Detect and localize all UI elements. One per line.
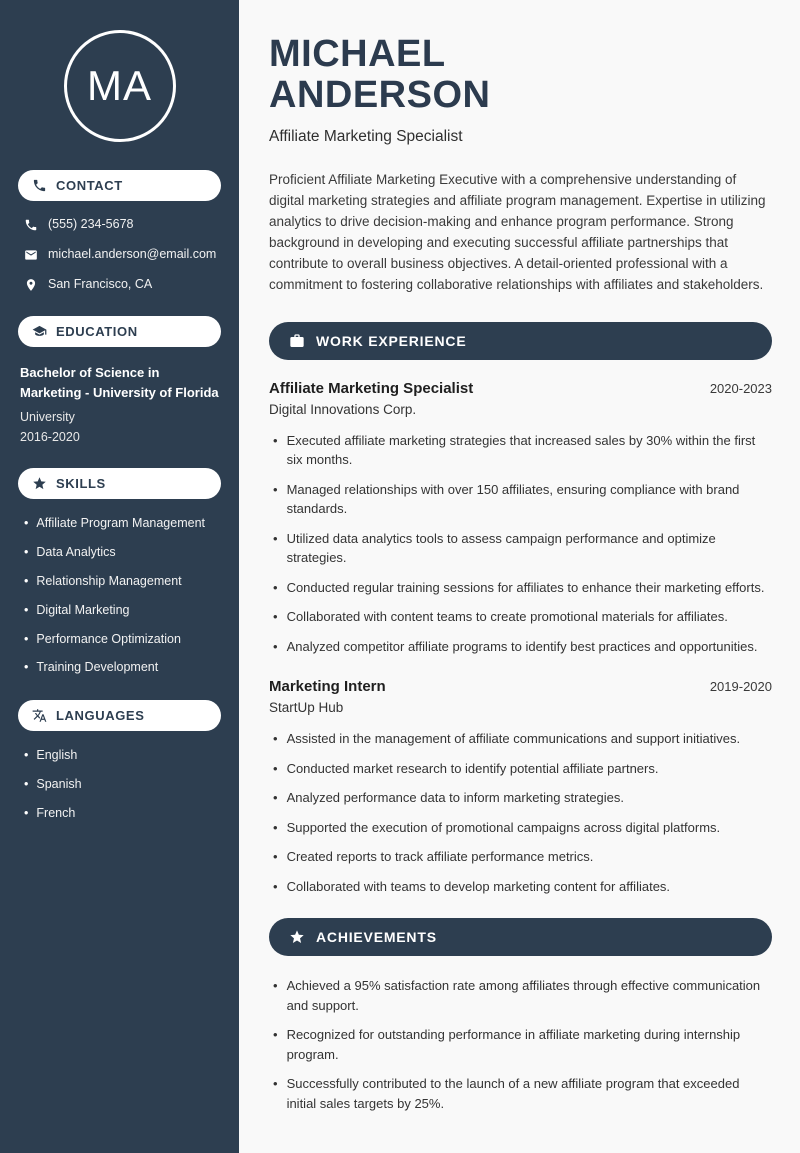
language-label: • French — [36, 806, 76, 820]
education-school: University — [20, 410, 75, 424]
summary-paragraph: Proficient Affiliate Marketing Executive with a comprehensive understanding of digital marketing strategies and affiliate program management. Expertise in utilizing analytics to drive decision-making and enhance program performance. Strong background in developing and executing successful affiliate partnerships that contribute to overall business objectives. A detail-oriented professional with a commitment to fostering collaborative relationships with affiliates and stakeholders. — [269, 172, 766, 292]
star-icon — [289, 929, 305, 945]
candidate-subtitle: Affiliate Marketing Specialist — [269, 128, 463, 146]
sidebar — [0, 0, 239, 1153]
job-entry — [269, 380, 772, 657]
skill-label: • Affiliate Program Management — [36, 516, 205, 530]
avatar — [64, 30, 176, 142]
skill-label: • Data Analytics — [36, 544, 116, 559]
job-bullet — [273, 729, 772, 749]
job-bullet-text: • Supported the execution of promotional campaigns across digital platforms. — [286, 819, 721, 835]
contact-email-row — [24, 247, 221, 262]
job-role: Marketing Intern — [269, 678, 386, 696]
job-bullet — [273, 578, 772, 598]
achievement-item — [273, 976, 772, 1015]
skills-section — [18, 468, 221, 676]
location-pin-icon — [24, 278, 38, 292]
education-title: EDUCATION — [56, 324, 138, 339]
mail-icon — [24, 248, 38, 262]
job-bullet — [273, 788, 772, 808]
achievement-text: • Successfully contributed to the launch of a new affiliate program that exceeded initial sales targets by 25%. — [286, 1076, 740, 1111]
achievements-banner — [269, 918, 772, 956]
contact-location-row — [24, 277, 221, 292]
education-section — [18, 316, 221, 444]
contact-title: CONTACT — [56, 178, 123, 193]
job-bullet — [273, 847, 772, 867]
languages-title: LANGUAGES — [56, 708, 145, 724]
contact-phone-row — [24, 217, 221, 232]
education-years: 2016-2020 — [20, 430, 80, 444]
achievement-text: • Recognized for outstanding performance in affiliate marketing during internship program. — [286, 1027, 741, 1062]
job-company: StartUp Hub — [269, 700, 344, 716]
job-bullet-text: • Assisted in the management of affiliate communications and support initiatives. — [286, 731, 741, 747]
language-label: • Spanish — [36, 777, 82, 792]
skill-label: • Training Development — [36, 660, 159, 675]
skills-section-header — [18, 468, 221, 499]
language-item — [24, 805, 221, 822]
job-bullet-text: • Created reports to track affiliate performance metrics. — [286, 849, 594, 865]
achievement-item — [273, 1025, 772, 1064]
skill-item — [24, 659, 221, 676]
job-bullet — [273, 607, 772, 627]
job-dates: 2020-2023 — [709, 380, 772, 396]
job-bullet — [273, 759, 772, 779]
job-company: Digital Innovations Corp. — [269, 401, 417, 417]
main-content — [239, 0, 800, 1153]
skill-item — [24, 515, 221, 532]
job-bullet-text: • Managed relationships with over 150 affiliates, ensuring compliance with brand standards. — [286, 481, 740, 517]
briefcase-icon — [289, 333, 305, 349]
phone-icon — [24, 218, 38, 232]
skills-list — [24, 515, 221, 676]
job-bullet-text: • Executed affiliate marketing strategies that increased sales by 30% within the first six months. — [286, 432, 756, 468]
job-bullets — [273, 729, 772, 896]
job-bullet — [273, 637, 772, 657]
skill-label: • Relationship Management — [36, 573, 182, 588]
contact-section — [18, 170, 221, 292]
job-bullet-text: • Collaborated with content teams to create promotional materials for affiliates. — [286, 609, 728, 625]
job-bullet-text: • Analyzed competitor affiliate programs to identify best practices and opportunities. — [286, 638, 758, 654]
job-bullet — [273, 529, 772, 568]
skill-label: • Performance Optimization — [36, 631, 181, 646]
job-dates: 2019-2020 — [709, 679, 772, 695]
contact-phone: (555) 234-5678 — [48, 217, 134, 231]
job-entry — [269, 678, 772, 896]
contact-email: michael.anderson@email.com — [48, 247, 217, 261]
job-bullet — [273, 877, 772, 897]
skill-item — [24, 631, 221, 648]
translate-icon — [32, 708, 47, 723]
job-bullet-text: • Utilized data analytics tools to assess campaign performance and optimize strategies. — [286, 530, 716, 566]
avatar-wrap — [18, 30, 221, 142]
contact-location: San Francisco, CA — [48, 277, 153, 291]
work-experience-banner — [269, 322, 772, 360]
job-bullet-text: • Analyzed performance data to inform marketing strategies. — [286, 790, 625, 806]
job-bullet-text: • Conducted regular training sessions for affiliates to enhance their marketing efforts. — [286, 579, 765, 595]
job-bullet — [273, 480, 772, 519]
achievement-item — [273, 1074, 772, 1113]
language-label: • English — [36, 748, 78, 763]
name-line1: MICHAEL — [269, 33, 446, 75]
avatar-initials: MA — [87, 62, 152, 109]
skill-item — [24, 602, 221, 619]
skill-label: • Digital Marketing — [36, 602, 130, 617]
graduation-cap-icon — [32, 324, 47, 339]
skill-item — [24, 544, 221, 561]
languages-section — [18, 700, 221, 822]
job-role: Affiliate Marketing Specialist — [269, 379, 474, 397]
job-bullet — [273, 818, 772, 838]
candidate-name — [269, 34, 772, 116]
star-icon — [32, 476, 47, 491]
achievements-list — [273, 976, 772, 1113]
job-header — [269, 678, 772, 695]
education-degree: Bachelor of Science in Marketing - University of Florida — [20, 365, 219, 400]
languages-section-header — [18, 700, 221, 731]
job-bullets — [273, 431, 772, 657]
education-section-header — [18, 316, 221, 347]
skill-item — [24, 573, 221, 590]
name-line2: ANDERSON — [269, 74, 491, 117]
skills-title: SKILLS — [56, 476, 106, 491]
work-experience-title: WORK EXPERIENCE — [316, 332, 467, 349]
job-bullet — [273, 431, 772, 470]
achievements-title: ACHIEVEMENTS — [316, 929, 437, 946]
job-header — [269, 380, 772, 397]
languages-list — [24, 747, 221, 822]
language-item — [24, 776, 221, 793]
job-bullet-text: • Conducted market research to identify potential affiliate partners. — [286, 760, 659, 776]
phone-icon — [32, 178, 47, 193]
job-bullet-text: • Collaborated with teams to develop marketing content for affiliates. — [286, 878, 671, 894]
achievement-text: • Achieved a 95% satisfaction rate among affiliates through effective communication and support. — [286, 978, 761, 1013]
contact-section-header — [18, 170, 221, 201]
language-item — [24, 747, 221, 764]
